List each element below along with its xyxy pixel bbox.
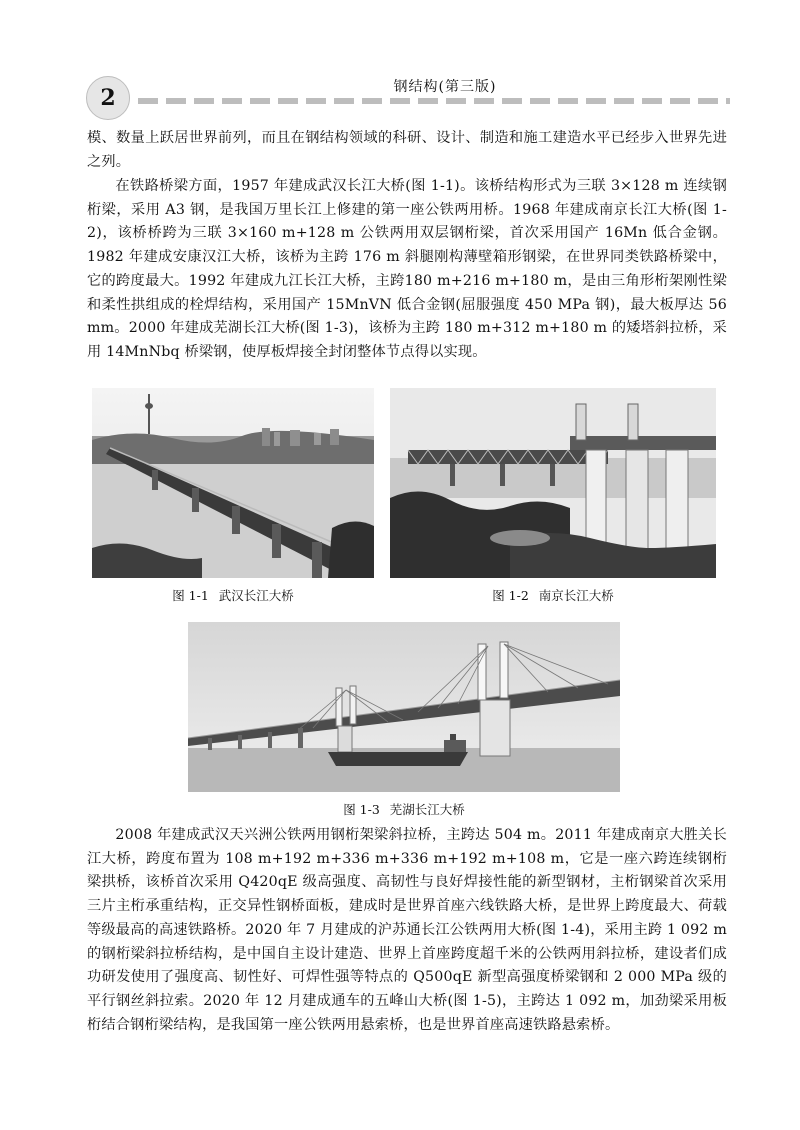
paragraph-continuation: 模、数量上跃居世界前列，而且在钢结构领域的科研、设计、制造和施工建造水平已经步入世界先进之列。 xyxy=(87,130,727,170)
figure-1-1-caption xyxy=(92,586,374,604)
figure-caption-text: 武汉长江大桥 xyxy=(218,588,294,603)
paragraph-railway-bridges: 在铁路桥梁方面，1957 年建成武汉长江大桥(图 1-1)。该桥结构形式为三联 3×128 m 连续钢桁梁，采用 A3 钢，是我国万里长江上修建的第一座公铁两用桥。1968 年建成南京长江大桥(图 1-2)，该桥桥跨为三联 3×160 m+128 m 公铁两用双层钢桁梁，首次采用国产 16Mn 低合金钢。1982 年建成安康汉江大桥，该桥为主跨 176 m 斜腿刚构薄壁箱形钢梁，在世界同类铁路桥梁中，它的跨度最大。1992 年建成九江长江大桥，主跨180 m+216 m+180 m，是由三角形桁架刚性梁和柔性拱组成的栓焊结构，采用国产 15MnVN 低合金钢(屈服强度 450 MPa 钢)，最大板厚达 56 mm。2000 年建成芜湖长江大桥(图 1-3)，该桥为主跨 180 m+312 m+180 m 的矮塔斜拉桥，采用 14MnNbq 桥梁钢，使厚板焊接全封闭整体节点得以实现。 xyxy=(87,178,727,360)
figure-1-3-caption xyxy=(188,800,620,818)
figure-caption-text: 南京长江大桥 xyxy=(538,588,614,603)
figure-1-2-caption xyxy=(390,586,716,604)
paragraph-recent-bridges: 2008 年建成武汉天兴洲公铁两用钢桁架梁斜拉桥，主跨达 504 m。2011 年建成南京大胜关长江大桥，跨度布置为 108 m+192 m+336 m+336 m+192 m+108 m，它是一座六跨连续钢桁梁拱桥，该桥首次采用 Q420qE 级高强度、高韧性与良好焊接性能的新型钢材，主桁钢梁首次采用三片主桁承重结构，正交异性钢桥面板，建成时是世界首座六线铁路大桥，是世界上跨度最大、荷载等级最高的高速铁路桥。2020 年 7 月建成的沪苏通长江公铁两用大桥(图 1-4)，采用主跨 1 092 m 的钢桁梁斜拉桥结构，是中国自主设计建造、世界上首座跨度超千米的公铁两用斜拉桥，建设者们成功研发使用了强度高、韧性好、可焊性强等特点的 Q500qE 新型高强度桥梁钢和 2 000 MPa 级的平行钢丝斜拉索。2020 年 12 月建成通车的五峰山大桥(图 1-5)，主跨达 1 092 m，加劲梁采用板桁结合钢桁梁结构，是我国第一座公铁两用悬索桥，也是世界首座高速铁路悬索桥。 xyxy=(87,827,727,1033)
header-dashed-rule xyxy=(138,98,730,104)
figure-number: 图 1-2 xyxy=(492,588,529,603)
figure-caption-text: 芜湖长江大桥 xyxy=(389,802,465,817)
page-header xyxy=(80,70,730,120)
figure-number: 图 1-1 xyxy=(172,588,209,603)
wuhu-bridge-photo xyxy=(188,622,620,792)
page-number: 2 xyxy=(86,76,130,120)
book-title: 钢结构(第三版) xyxy=(393,79,497,95)
figure-number: 图 1-3 xyxy=(343,802,380,817)
wuhan-bridge-photo xyxy=(92,388,374,578)
nanjing-bridge-photo xyxy=(390,388,716,578)
